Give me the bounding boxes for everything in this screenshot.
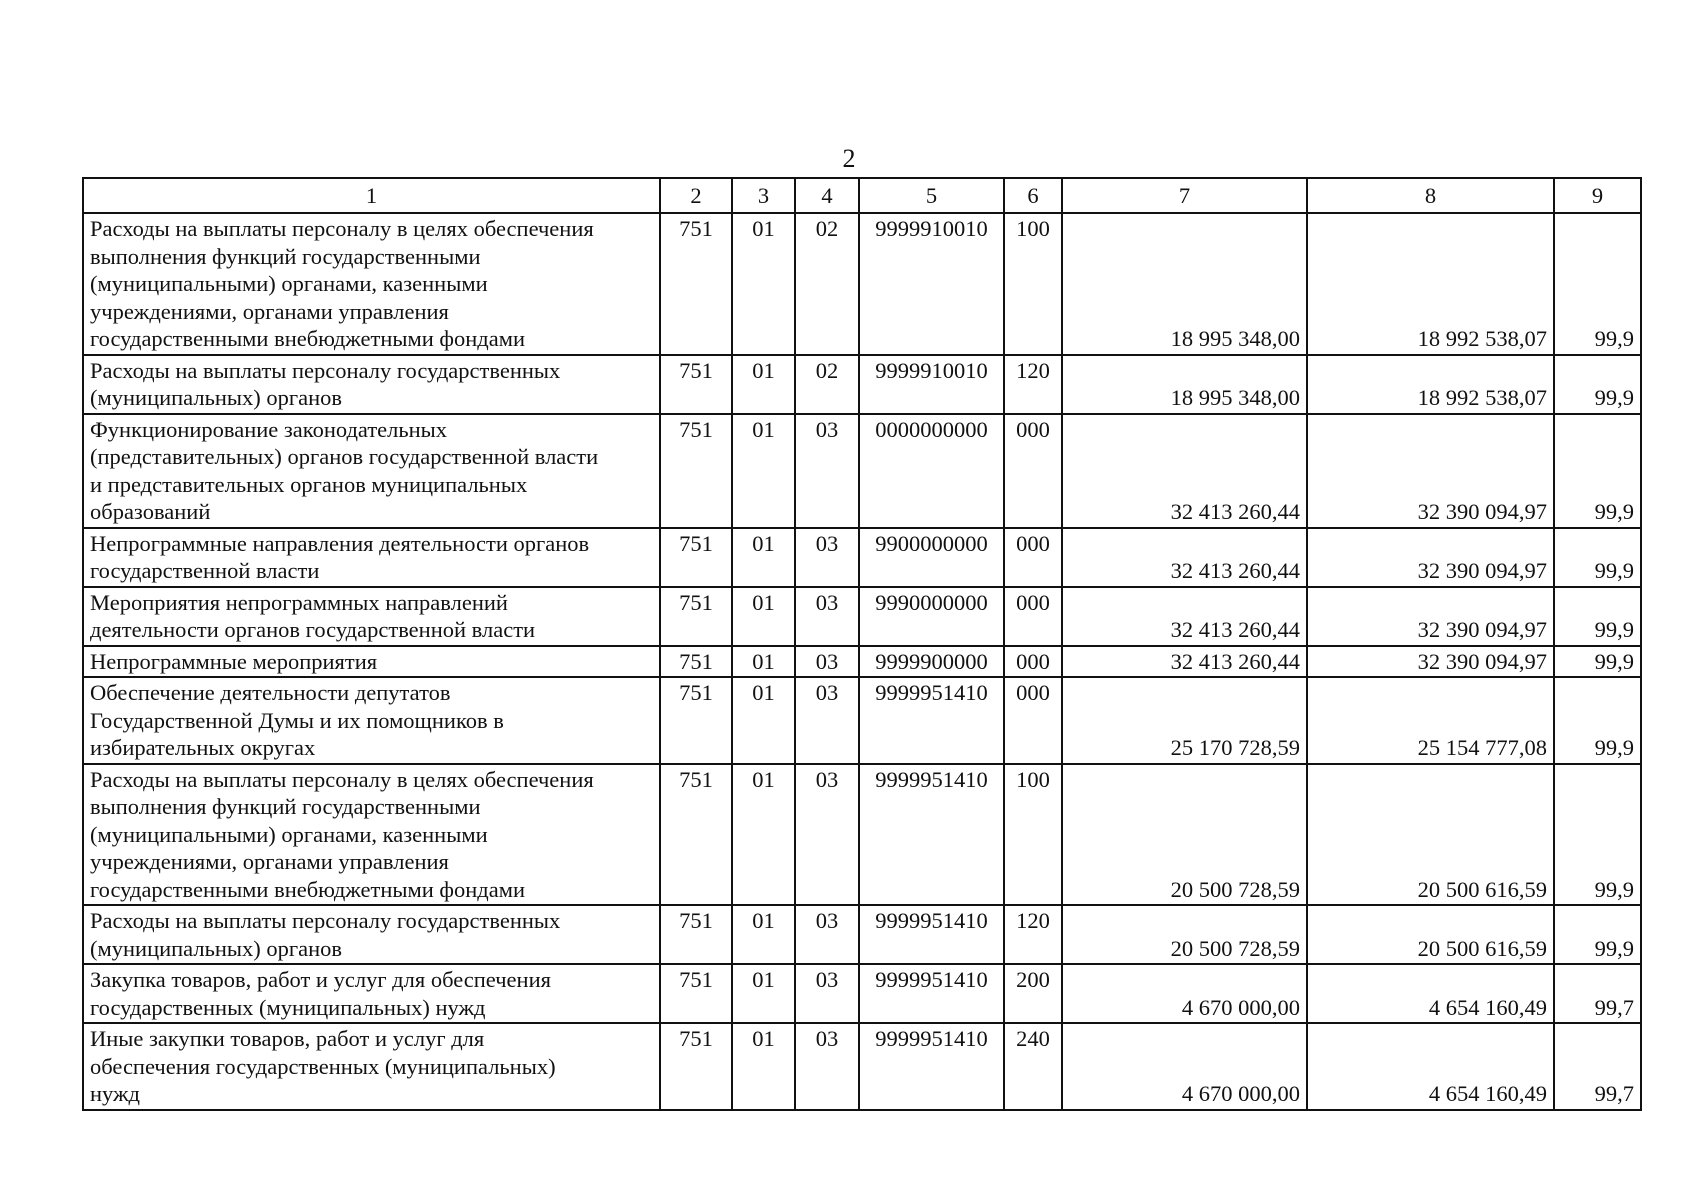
cell-c3: 01 bbox=[732, 764, 795, 906]
column-header-5: 5 bbox=[859, 178, 1004, 213]
table-row bbox=[83, 905, 1641, 964]
cell-c5: 9999900000 bbox=[859, 646, 1004, 678]
cell-c8: 32 390 094,97 bbox=[1307, 414, 1554, 528]
cell-c6: 100 bbox=[1004, 764, 1062, 906]
cell-c4: 03 bbox=[795, 528, 859, 587]
cell-c2: 751 bbox=[660, 528, 732, 587]
column-header-1: 1 bbox=[83, 178, 660, 213]
cell-c7: 25 170 728,59 bbox=[1062, 677, 1307, 764]
row-name bbox=[83, 1023, 660, 1110]
cell-c7: 32 413 260,44 bbox=[1062, 528, 1307, 587]
row-name-line: государственной власти bbox=[90, 558, 320, 583]
cell-c7: 18 995 348,00 bbox=[1062, 355, 1307, 414]
row-name-line: Непрограммные направления деятельности органов bbox=[90, 530, 590, 556]
cell-c2: 751 bbox=[660, 764, 732, 906]
cell-c3: 01 bbox=[732, 646, 795, 678]
cell-c4: 03 bbox=[795, 646, 859, 678]
cell-c6: 000 bbox=[1004, 587, 1062, 646]
cell-c4: 03 bbox=[795, 905, 859, 964]
cell-c6: 100 bbox=[1004, 213, 1062, 355]
row-name-line: государственных (муниципальных) нужд bbox=[90, 994, 486, 1020]
table-row bbox=[83, 1023, 1641, 1110]
row-name bbox=[83, 646, 660, 678]
cell-c2: 751 bbox=[660, 587, 732, 646]
table-row bbox=[83, 213, 1641, 355]
cell-c3: 01 bbox=[732, 528, 795, 587]
cell-c9: 99,9 bbox=[1554, 646, 1641, 678]
cell-c7: 4 670 000,00 bbox=[1062, 964, 1307, 1023]
cell-c7: 32 413 260,44 bbox=[1062, 587, 1307, 646]
column-header-4: 4 bbox=[795, 178, 859, 213]
cell-c2: 751 bbox=[660, 213, 732, 355]
cell-c8: 4 654 160,49 bbox=[1307, 1023, 1554, 1110]
cell-c5: 9999910010 bbox=[859, 213, 1004, 355]
cell-c8: 32 390 094,97 bbox=[1307, 646, 1554, 678]
column-header-6: 6 bbox=[1004, 178, 1062, 213]
table-row bbox=[83, 646, 1641, 678]
row-name-line: Непрограммные мероприятия bbox=[90, 648, 378, 674]
cell-c5: 9999951410 bbox=[859, 964, 1004, 1023]
cell-c5: 9999910010 bbox=[859, 355, 1004, 414]
row-name-line: образований bbox=[90, 499, 211, 524]
page-number: 2 bbox=[842, 144, 856, 173]
row-name-line: и представительных органов муниципальных bbox=[90, 471, 528, 497]
cell-c9: 99,9 bbox=[1554, 764, 1641, 906]
cell-c8: 20 500 616,59 bbox=[1307, 905, 1554, 964]
table-row bbox=[83, 677, 1641, 764]
row-name-line: выполнения функций государственными bbox=[90, 794, 481, 819]
row-name-line: Закупка товаров, работ и услуг для обеспечения bbox=[90, 967, 551, 992]
cell-c6: 000 bbox=[1004, 677, 1062, 764]
row-name-line: выполнения функций государственными bbox=[90, 243, 481, 269]
row-name-line: нужд bbox=[90, 1081, 140, 1106]
cell-c3: 01 bbox=[732, 414, 795, 528]
table-row bbox=[83, 964, 1641, 1023]
cell-c9: 99,9 bbox=[1554, 355, 1641, 414]
column-header-7: 7 bbox=[1062, 178, 1307, 213]
cell-c9: 99,7 bbox=[1554, 964, 1641, 1023]
cell-c7: 32 413 260,44 bbox=[1062, 646, 1307, 678]
cell-c6: 120 bbox=[1004, 905, 1062, 964]
row-name-line: Расходы на выплаты персоналу в целях обеспечения bbox=[90, 216, 594, 241]
cell-c7: 20 500 728,59 bbox=[1062, 764, 1307, 906]
cell-c3: 01 bbox=[732, 587, 795, 646]
table-body bbox=[83, 213, 1641, 1110]
cell-c2: 751 bbox=[660, 414, 732, 528]
table-row bbox=[83, 414, 1641, 528]
column-header-3: 3 bbox=[732, 178, 795, 213]
row-name bbox=[83, 764, 660, 906]
cell-c9: 99,9 bbox=[1554, 677, 1641, 764]
cell-c9: 99,9 bbox=[1554, 213, 1641, 355]
row-name-line: обеспечения государственных (муниципальных) bbox=[90, 1053, 556, 1079]
cell-c4: 03 bbox=[795, 1023, 859, 1110]
cell-c2: 751 bbox=[660, 355, 732, 414]
cell-c8: 18 992 538,07 bbox=[1307, 355, 1554, 414]
cell-c3: 01 bbox=[732, 355, 795, 414]
table-row bbox=[83, 587, 1641, 646]
cell-c9: 99,9 bbox=[1554, 414, 1641, 528]
cell-c6: 000 bbox=[1004, 414, 1062, 528]
column-header-9: 9 bbox=[1554, 178, 1641, 213]
cell-c3: 01 bbox=[732, 213, 795, 355]
cell-c5: 0000000000 bbox=[859, 414, 1004, 528]
cell-c9: 99,9 bbox=[1554, 587, 1641, 646]
row-name bbox=[83, 355, 660, 414]
row-name bbox=[83, 528, 660, 587]
cell-c8: 32 390 094,97 bbox=[1307, 587, 1554, 646]
row-name-line: (муниципальных) органов bbox=[90, 385, 343, 410]
cell-c4: 03 bbox=[795, 964, 859, 1023]
row-name-line: Расходы на выплаты персоналу государственных bbox=[90, 908, 561, 933]
cell-c4: 03 bbox=[795, 587, 859, 646]
cell-c9: 99,9 bbox=[1554, 905, 1641, 964]
cell-c5: 9900000000 bbox=[859, 528, 1004, 587]
row-name-line: учреждениями, органами управления bbox=[90, 849, 449, 874]
row-name-line: Функционирование законодательных bbox=[90, 416, 448, 442]
cell-c5: 9990000000 bbox=[859, 587, 1004, 646]
cell-c8: 32 390 094,97 bbox=[1307, 528, 1554, 587]
cell-c3: 01 bbox=[732, 1023, 795, 1110]
cell-c8: 4 654 160,49 bbox=[1307, 964, 1554, 1023]
cell-c6: 120 bbox=[1004, 355, 1062, 414]
table-row bbox=[83, 764, 1641, 906]
row-name bbox=[83, 905, 660, 964]
cell-c6: 000 bbox=[1004, 528, 1062, 587]
column-header-2: 2 bbox=[660, 178, 732, 213]
row-name-line: Иные закупки товаров, работ и услуг для bbox=[90, 1026, 485, 1051]
row-name-line: избирательных округах bbox=[90, 735, 316, 760]
row-name-line: (муниципальными) органами, казенными bbox=[90, 821, 488, 847]
row-name-line: Расходы на выплаты персоналу государственных bbox=[90, 357, 561, 383]
cell-c8: 20 500 616,59 bbox=[1307, 764, 1554, 906]
row-name-line: (представительных) органов государственной власти bbox=[90, 444, 599, 469]
cell-c7: 4 670 000,00 bbox=[1062, 1023, 1307, 1110]
cell-c2: 751 bbox=[660, 964, 732, 1023]
row-name-line: учреждениями, органами управления bbox=[90, 298, 449, 324]
expenditure-table bbox=[82, 177, 1642, 1111]
cell-c6: 000 bbox=[1004, 646, 1062, 678]
row-name-line: Государственной Думы и их помощников в bbox=[90, 707, 504, 733]
row-name-line: деятельности органов государственной власти bbox=[90, 617, 536, 642]
cell-c7: 20 500 728,59 bbox=[1062, 905, 1307, 964]
table-header bbox=[83, 178, 1641, 213]
row-name-line: (муниципальных) органов bbox=[90, 935, 343, 961]
row-name bbox=[83, 587, 660, 646]
cell-c6: 240 bbox=[1004, 1023, 1062, 1110]
cell-c2: 751 bbox=[660, 905, 732, 964]
cell-c5: 9999951410 bbox=[859, 1023, 1004, 1110]
cell-c9: 99,7 bbox=[1554, 1023, 1641, 1110]
header-row bbox=[83, 178, 1641, 213]
cell-c3: 01 bbox=[732, 905, 795, 964]
row-name-line: (муниципальными) органами, казенными bbox=[90, 271, 488, 296]
cell-c2: 751 bbox=[660, 677, 732, 764]
row-name bbox=[83, 213, 660, 355]
row-name-line: государственными внебюджетными фондами bbox=[90, 876, 526, 902]
cell-c6: 200 bbox=[1004, 964, 1062, 1023]
cell-c5: 9999951410 bbox=[859, 764, 1004, 906]
row-name bbox=[83, 677, 660, 764]
cell-c8: 25 154 777,08 bbox=[1307, 677, 1554, 764]
cell-c4: 02 bbox=[795, 213, 859, 355]
row-name-line: государственными внебюджетными фондами bbox=[90, 326, 526, 351]
row-name bbox=[83, 964, 660, 1023]
cell-c4: 03 bbox=[795, 764, 859, 906]
cell-c4: 03 bbox=[795, 677, 859, 764]
cell-c2: 751 bbox=[660, 1023, 732, 1110]
row-name bbox=[83, 414, 660, 528]
cell-c7: 32 413 260,44 bbox=[1062, 414, 1307, 528]
table-row bbox=[83, 355, 1641, 414]
row-name-line: Расходы на выплаты персоналу в целях обеспечения bbox=[90, 766, 594, 792]
column-header-8: 8 bbox=[1307, 178, 1554, 213]
cell-c2: 751 bbox=[660, 646, 732, 678]
cell-c5: 9999951410 bbox=[859, 905, 1004, 964]
cell-c7: 18 995 348,00 bbox=[1062, 213, 1307, 355]
cell-c4: 02 bbox=[795, 355, 859, 414]
row-name-line: Мероприятия непрограммных направлений bbox=[90, 589, 508, 615]
cell-c3: 01 bbox=[732, 677, 795, 764]
cell-c3: 01 bbox=[732, 964, 795, 1023]
cell-c4: 03 bbox=[795, 414, 859, 528]
row-name-line: Обеспечение деятельности депутатов bbox=[90, 680, 451, 705]
table-row bbox=[83, 528, 1641, 587]
cell-c8: 18 992 538,07 bbox=[1307, 213, 1554, 355]
cell-c5: 9999951410 bbox=[859, 677, 1004, 764]
cell-c9: 99,9 bbox=[1554, 528, 1641, 587]
